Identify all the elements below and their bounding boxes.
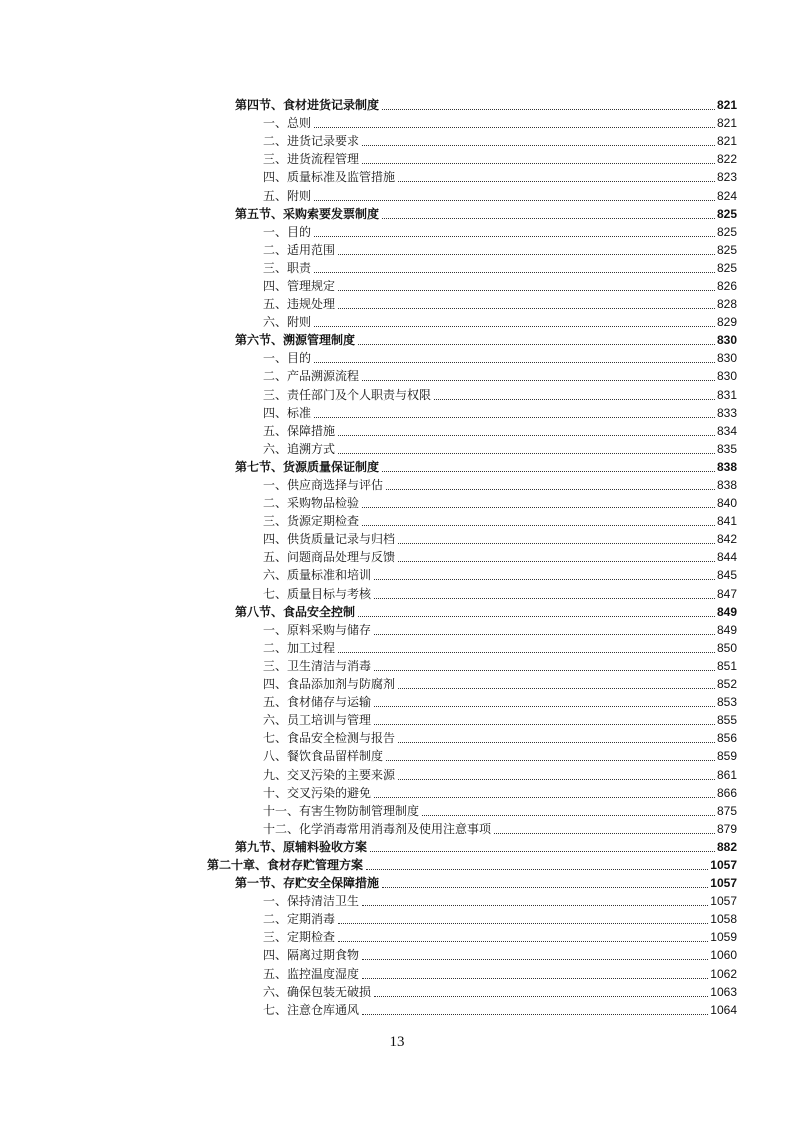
toc-entry-page: 835 — [716, 441, 737, 456]
toc-entry-title: 一、供应商选择与评估 — [263, 478, 384, 493]
toc-entry-title: 四、隔离过期食物 — [263, 948, 360, 963]
toc-entry-title: 八、餐饮食品留样制度 — [263, 749, 384, 764]
toc-entry-item[interactable] — [0, 729, 794, 747]
toc-entry-title: 三、职责 — [263, 260, 312, 275]
toc-entry-item[interactable] — [0, 585, 794, 603]
toc-entry-section[interactable] — [0, 331, 794, 349]
toc-entry-title: 四、食品添加剂与防腐剂 — [263, 677, 396, 692]
dot-leader — [382, 886, 708, 888]
toc-entry-item[interactable] — [0, 241, 794, 259]
dot-leader — [422, 814, 715, 816]
toc-entry-page: 859 — [716, 749, 737, 764]
toc-entry-title: 第四节、食材进货记录制度 — [235, 98, 380, 113]
dot-leader — [366, 868, 708, 870]
dot-leader — [314, 416, 715, 418]
toc-entry-page: 838 — [716, 459, 737, 474]
dot-leader — [386, 488, 715, 490]
dot-leader — [314, 235, 715, 237]
dot-leader — [314, 325, 715, 327]
dot-leader — [382, 217, 715, 219]
toc-entry-item[interactable] — [0, 566, 794, 584]
toc-entry-page: 1058 — [710, 912, 737, 927]
toc-entry-section[interactable] — [0, 205, 794, 223]
toc-entry-page: 844 — [716, 550, 737, 565]
toc-entry-page: 823 — [716, 170, 737, 185]
toc-entry-page: 829 — [716, 315, 737, 330]
toc-entry-item[interactable] — [0, 946, 794, 964]
toc-entry-item[interactable] — [0, 386, 794, 404]
toc-entry-page: 821 — [716, 134, 737, 149]
toc-entry-title: 第二十章、食材存贮管理方案 — [207, 857, 364, 872]
dot-leader — [314, 199, 715, 201]
toc-entry-page: 830 — [716, 333, 737, 348]
toc-entry-title: 二、定期消毒 — [263, 912, 336, 927]
toc-entry-page: 825 — [716, 224, 737, 239]
dot-leader — [338, 253, 715, 255]
toc-entry-page: 853 — [716, 695, 737, 710]
toc-entry-page: 826 — [716, 278, 737, 293]
toc-entry-title: 十、交叉污染的避免 — [263, 785, 372, 800]
toc-entry-title: 一、总则 — [263, 116, 312, 131]
dot-leader — [374, 669, 715, 671]
dot-leader — [398, 180, 715, 182]
dot-leader — [362, 958, 708, 960]
toc-entry-item[interactable] — [0, 530, 794, 548]
dot-leader — [362, 977, 708, 979]
toc-entry-page: 875 — [716, 803, 737, 818]
dot-leader — [362, 162, 715, 164]
toc-entry-item[interactable] — [0, 223, 794, 241]
toc-entry-title: 一、原料采购与储存 — [263, 622, 372, 637]
toc-entry-item[interactable] — [0, 928, 794, 946]
dot-leader — [362, 1013, 708, 1015]
toc-entry-item[interactable] — [0, 367, 794, 385]
toc-entry-page: 852 — [716, 677, 737, 692]
toc-entry-title: 第九节、原辅料验收方案 — [235, 839, 368, 854]
toc-entry-title: 四、标准 — [263, 405, 312, 420]
toc-entry-item[interactable] — [0, 711, 794, 729]
dot-leader — [398, 542, 715, 544]
toc-entry-title: 二、产品溯源流程 — [263, 369, 360, 384]
table-of-contents — [0, 96, 794, 1019]
toc-entry-title: 三、卫生清洁与消毒 — [263, 658, 372, 673]
dot-leader — [398, 778, 715, 780]
toc-entry-chapter[interactable] — [0, 856, 794, 874]
toc-entry-page: 847 — [716, 586, 737, 601]
toc-entry-title: 五、附则 — [263, 188, 312, 203]
toc-entry-page: 840 — [716, 496, 737, 511]
toc-entry-item[interactable] — [0, 313, 794, 331]
toc-entry-item[interactable] — [0, 422, 794, 440]
toc-entry-page: 842 — [716, 532, 737, 547]
toc-entry-section[interactable] — [0, 603, 794, 621]
toc-entry-page: 830 — [716, 351, 737, 366]
toc-entry-title: 二、加工过程 — [263, 640, 336, 655]
dot-leader — [398, 560, 715, 562]
toc-entry-item[interactable] — [0, 404, 794, 422]
dot-leader — [338, 651, 715, 653]
toc-entry-title: 五、违规处理 — [263, 297, 336, 312]
toc-entry-title: 三、货源定期检查 — [263, 514, 360, 529]
toc-entry-item[interactable] — [0, 892, 794, 910]
toc-entry-item[interactable] — [0, 802, 794, 820]
toc-entry-page: 1057 — [710, 857, 737, 872]
toc-entry-page: 834 — [716, 423, 737, 438]
toc-entry-title: 二、进货记录要求 — [263, 134, 360, 149]
dot-leader — [314, 271, 715, 273]
dot-leader — [374, 578, 715, 580]
toc-entry-page: 866 — [716, 785, 737, 800]
toc-entry-title: 第六节、溯源管理制度 — [235, 333, 356, 348]
toc-entry-page: 825 — [716, 260, 737, 275]
dot-leader — [358, 343, 715, 345]
toc-entry-title: 第八节、食品安全控制 — [235, 604, 356, 619]
toc-entry-title: 第七节、货源质量保证制度 — [235, 459, 380, 474]
toc-entry-title: 四、质量标准及监管措施 — [263, 170, 396, 185]
dot-leader — [374, 597, 715, 599]
toc-entry-item[interactable] — [0, 621, 794, 639]
toc-entry-item[interactable] — [0, 114, 794, 132]
toc-entry-page: 830 — [716, 369, 737, 384]
toc-entry-page: 850 — [716, 640, 737, 655]
toc-entry-title: 四、供货质量记录与归档 — [263, 532, 396, 547]
dot-leader — [338, 434, 715, 436]
toc-entry-title: 九、交叉污染的主要来源 — [263, 767, 396, 782]
dot-leader — [370, 850, 715, 852]
dot-leader — [314, 361, 715, 363]
toc-entry-page: 861 — [716, 767, 737, 782]
toc-entry-item[interactable] — [0, 765, 794, 783]
dot-leader — [382, 470, 715, 472]
dot-leader — [362, 379, 715, 381]
dot-leader — [338, 289, 715, 291]
toc-entry-page: 1059 — [710, 930, 737, 945]
toc-entry-title: 六、追溯方式 — [263, 441, 336, 456]
dot-leader — [338, 922, 708, 924]
dot-leader — [386, 759, 715, 761]
toc-entry-item[interactable] — [0, 910, 794, 928]
toc-entry-title: 五、食材储存与运输 — [263, 695, 372, 710]
dot-leader — [374, 796, 715, 798]
dot-leader — [374, 705, 715, 707]
toc-entry-item[interactable] — [0, 440, 794, 458]
toc-entry-item[interactable] — [0, 548, 794, 566]
toc-entry-page: 849 — [716, 622, 737, 637]
toc-entry-page: 851 — [716, 658, 737, 673]
toc-entry-title: 十二、化学消毒常用消毒剂及使用注意事项 — [263, 821, 492, 836]
toc-entry-item[interactable] — [0, 657, 794, 675]
toc-entry-page: 1063 — [710, 984, 737, 999]
toc-entry-title: 二、采购物品检验 — [263, 496, 360, 511]
toc-entry-page: 821 — [716, 98, 737, 113]
toc-entry-item[interactable] — [0, 186, 794, 204]
toc-entry-page: 825 — [716, 206, 737, 221]
toc-entry-title: 三、责任部门及个人职责与权限 — [263, 387, 432, 402]
toc-entry-item[interactable] — [0, 476, 794, 494]
toc-entry-page: 855 — [716, 713, 737, 728]
toc-entry-title: 六、确保包装无破损 — [263, 984, 372, 999]
toc-entry-section[interactable] — [0, 96, 794, 114]
toc-entry-item[interactable] — [0, 259, 794, 277]
toc-entry-item[interactable] — [0, 693, 794, 711]
toc-entry-title: 一、保持清洁卫生 — [263, 894, 360, 909]
toc-entry-title: 第五节、采购索要发票制度 — [235, 206, 380, 221]
toc-entry-page: 849 — [716, 604, 737, 619]
toc-entry-title: 一、目的 — [263, 351, 312, 366]
toc-entry-item[interactable] — [0, 132, 794, 150]
toc-entry-title: 十一、有害生物防制管理制度 — [263, 803, 420, 818]
dot-leader — [398, 687, 715, 689]
toc-entry-title: 一、目的 — [263, 224, 312, 239]
dot-leader — [362, 506, 715, 508]
toc-entry-page: 841 — [716, 514, 737, 529]
toc-entry-item[interactable] — [0, 277, 794, 295]
dot-leader — [374, 633, 715, 635]
toc-entry-page: 856 — [716, 731, 737, 746]
toc-entry-title: 六、质量标准和培训 — [263, 568, 372, 583]
toc-entry-title: 五、保障措施 — [263, 423, 336, 438]
toc-entry-item[interactable] — [0, 349, 794, 367]
toc-entry-page: 825 — [716, 242, 737, 257]
page-number: 13 — [389, 1034, 405, 1050]
toc-entry-item[interactable] — [0, 675, 794, 693]
toc-entry-item[interactable] — [0, 1001, 794, 1019]
toc-entry-page: 1060 — [710, 948, 737, 963]
toc-entry-page: 845 — [716, 568, 737, 583]
toc-entry-item[interactable] — [0, 747, 794, 765]
dot-leader — [434, 398, 715, 400]
toc-entry-page: 821 — [716, 116, 737, 131]
toc-entry-title: 五、监控温度湿度 — [263, 966, 360, 981]
toc-entry-page: 1057 — [710, 894, 737, 909]
toc-entry-page: 882 — [716, 839, 737, 854]
toc-entry-title: 七、食品安全检测与报告 — [263, 731, 396, 746]
toc-entry-item[interactable] — [0, 784, 794, 802]
dot-leader — [362, 524, 715, 526]
toc-entry-page: 879 — [716, 821, 737, 836]
toc-entry-title: 三、定期检查 — [263, 930, 336, 945]
toc-entry-section[interactable] — [0, 458, 794, 476]
toc-entry-page: 1064 — [710, 1002, 737, 1017]
toc-entry-page: 1062 — [710, 966, 737, 981]
toc-entry-item[interactable] — [0, 494, 794, 512]
toc-entry-title: 第一节、存贮安全保障措施 — [235, 876, 380, 891]
toc-entry-page: 828 — [716, 297, 737, 312]
toc-entry-title: 六、员工培训与管理 — [263, 713, 372, 728]
toc-entry-item[interactable] — [0, 820, 794, 838]
toc-entry-title: 四、管理规定 — [263, 278, 336, 293]
toc-entry-section[interactable] — [0, 838, 794, 856]
dot-leader — [374, 995, 708, 997]
dot-leader — [362, 904, 708, 906]
toc-entry-title: 五、问题商品处理与反馈 — [263, 550, 396, 565]
toc-entry-page: 838 — [716, 478, 737, 493]
dot-leader — [362, 144, 715, 146]
dot-leader — [314, 126, 715, 128]
toc-entry-page: 822 — [716, 152, 737, 167]
toc-entry-item[interactable] — [0, 512, 794, 530]
toc-entry-item[interactable] — [0, 168, 794, 186]
toc-entry-page: 833 — [716, 405, 737, 420]
toc-entry-page: 824 — [716, 188, 737, 203]
toc-entry-section[interactable] — [0, 874, 794, 892]
dot-leader — [382, 108, 715, 110]
toc-entry-item[interactable] — [0, 983, 794, 1001]
dot-leader — [374, 723, 715, 725]
toc-entry-item[interactable] — [0, 965, 794, 983]
dot-leader — [398, 741, 715, 743]
dot-leader — [338, 940, 708, 942]
toc-entry-title: 七、质量目标与考核 — [263, 586, 372, 601]
toc-entry-title: 二、适用范围 — [263, 242, 336, 257]
toc-entry-item[interactable] — [0, 295, 794, 313]
dot-leader — [358, 615, 715, 617]
toc-entry-item[interactable] — [0, 150, 794, 168]
toc-entry-title: 三、进货流程管理 — [263, 152, 360, 167]
dot-leader — [494, 832, 715, 834]
dot-leader — [338, 307, 715, 309]
toc-entry-title: 六、附则 — [263, 315, 312, 330]
toc-entry-title: 七、注意仓库通风 — [263, 1002, 360, 1017]
dot-leader — [338, 452, 715, 454]
toc-entry-item[interactable] — [0, 639, 794, 657]
toc-entry-page: 1057 — [710, 876, 737, 891]
toc-entry-page: 831 — [716, 387, 737, 402]
